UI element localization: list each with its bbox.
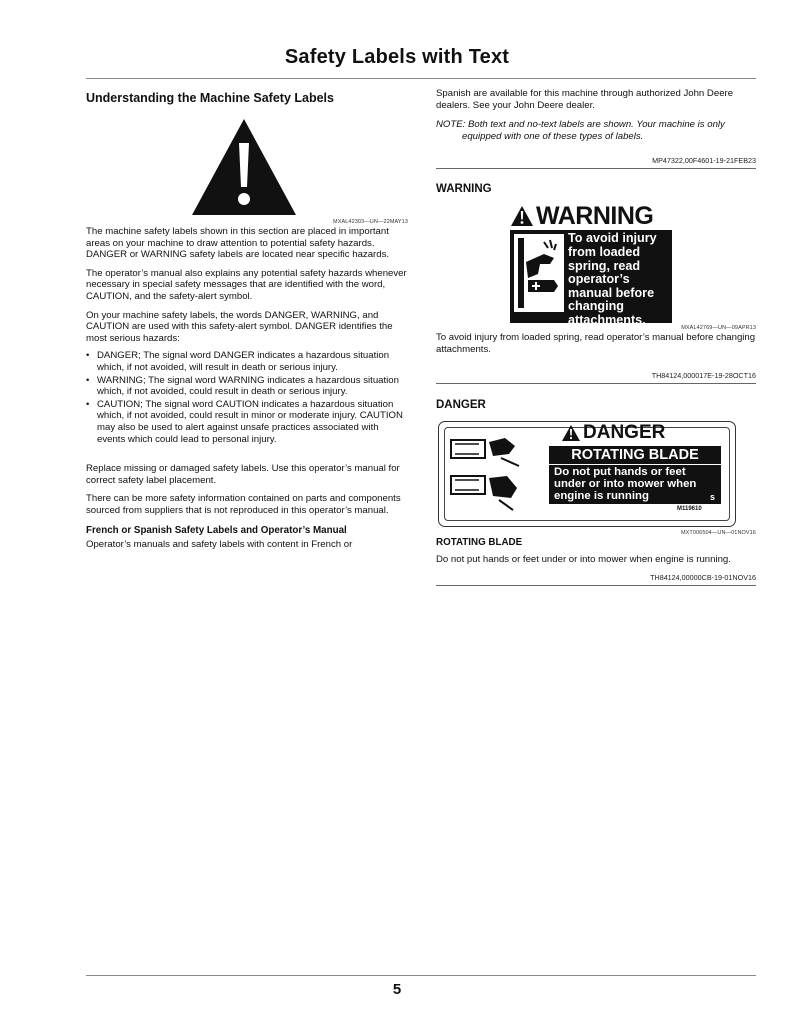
- top-rule: [86, 78, 756, 79]
- danger-label-image: [438, 421, 736, 527]
- hand-foot-blade-icon: [449, 432, 539, 514]
- reference-code: TH84124,00000CB-19-01NOV16: [650, 573, 756, 583]
- danger-heading: DANGER: [436, 398, 486, 411]
- danger-label-message-box: [549, 446, 721, 504]
- paragraph: The machine safety labels shown in this section are placed in important areas on your machine to draw attention to potential safety hazards. DANGER or WARNING safety labels are located near specific hazards.: [86, 226, 390, 261]
- reference-code: TH84124,000017E-19-28OCT16: [651, 370, 756, 380]
- bullet-icon: •: [86, 374, 90, 386]
- bottom-rule: [86, 975, 756, 976]
- page-title: Safety Labels with Text: [284, 46, 510, 68]
- list-item: • CAUTION; The signal word CAUTION indicates a hazardous situation which, if not avoided, could result in minor or moderate injury. CAUTION may also be used to alert against unsafe practices associated with events which could lead to personal injury.: [86, 398, 403, 445]
- divider: [436, 168, 756, 169]
- danger-label-title: ROTATING BLADE: [549, 446, 721, 465]
- reference-code: MP47322,00F4601-19-21FEB23: [652, 156, 756, 166]
- safety-alert-symbol-image: [190, 117, 298, 217]
- page-number: 5: [392, 981, 402, 998]
- warning-label-text: To avoid injury from loaded spring, read operator’s manual before changing attachments.: [568, 231, 657, 327]
- safety-alert-icon: [561, 424, 581, 442]
- bullet-icon: •: [86, 398, 90, 410]
- paragraph: On your machine safety labels, the words DANGER, WARNING, and CAUTION are used with this safety-alert symbol. DANGER identifies the most serious hazards:: [86, 309, 393, 344]
- warning-label-header: [510, 203, 672, 229]
- danger-text: Do not put hands or feet under or into mower when engine is running.: [436, 553, 731, 565]
- section-heading: Understanding the Machine Safety Labels: [86, 91, 334, 105]
- note: NOTE: Both text and no-text labels are shown. Your machine is only equipped with one of these types of labels.: [436, 119, 725, 142]
- danger-label-code: M119610: [677, 505, 702, 512]
- danger-subheading: ROTATING BLADE: [436, 536, 523, 548]
- warning-label-signal-word: WARNING: [536, 202, 654, 231]
- safety-alert-icon: [510, 205, 534, 227]
- warning-heading: WARNING: [436, 183, 492, 196]
- signal-word-list: [86, 350, 408, 445]
- loaded-spring-pictograph: [514, 234, 564, 312]
- list-item: • WARNING; The signal word WARNING indicates a hazardous situation which, if not avoided, could result in death or serious injury.: [86, 374, 399, 398]
- image-reference: MXAL42303—UN—22MAY13: [333, 219, 408, 225]
- hand-spring-icon: [514, 234, 564, 312]
- danger-label-header: [561, 422, 665, 444]
- warning-label-body: [510, 230, 672, 327]
- danger-label-text: Do not put hands or feet under or into mower when engine is running: [554, 465, 697, 503]
- rotating-blade-pictograph: [449, 432, 539, 514]
- image-reference: MXAL42769—UN—09APR13: [681, 325, 756, 332]
- divider: [436, 383, 756, 384]
- paragraph: There can be more safety information contained on parts and components sourced from suppliers that is not reproduced in this operator’s manual.: [86, 493, 401, 516]
- right-column: [436, 88, 756, 586]
- left-column: [86, 88, 408, 551]
- danger-label-mark: s: [709, 491, 715, 502]
- divider: [436, 585, 756, 586]
- list-item: • DANGER; The signal word DANGER indicates a hazardous situation which, if not avoided, will result in death or serious injury.: [86, 350, 390, 373]
- bullet-icon: •: [86, 350, 90, 362]
- paragraph: The operator’s manual also explains any potential safety hazards whenever necessary in special safety messages that are identified with the word, CAUTION, and the safety-alert symbol.: [86, 267, 407, 302]
- paragraph: Replace missing or damaged safety labels. Use this operator’s manual for correct safety label placement.: [86, 463, 400, 486]
- subheading: French or Spanish Safety Labels and Operator’s Manual: [86, 525, 347, 537]
- paragraph: Spanish are available for this machine through authorized John Deere dealers. See your John Deere dealer.: [436, 88, 734, 111]
- safety-alert-icon: [190, 117, 298, 217]
- warning-text: To avoid injury from loaded spring, read operator’s manual before changing attachments.: [436, 332, 756, 355]
- warning-label-image: [510, 202, 672, 327]
- image-reference: MXT006504—UN—01NOV16: [680, 529, 756, 536]
- danger-label-signal-word: DANGER: [583, 421, 666, 443]
- paragraph: Operator’s manuals and safety labels with content in French or: [86, 539, 353, 551]
